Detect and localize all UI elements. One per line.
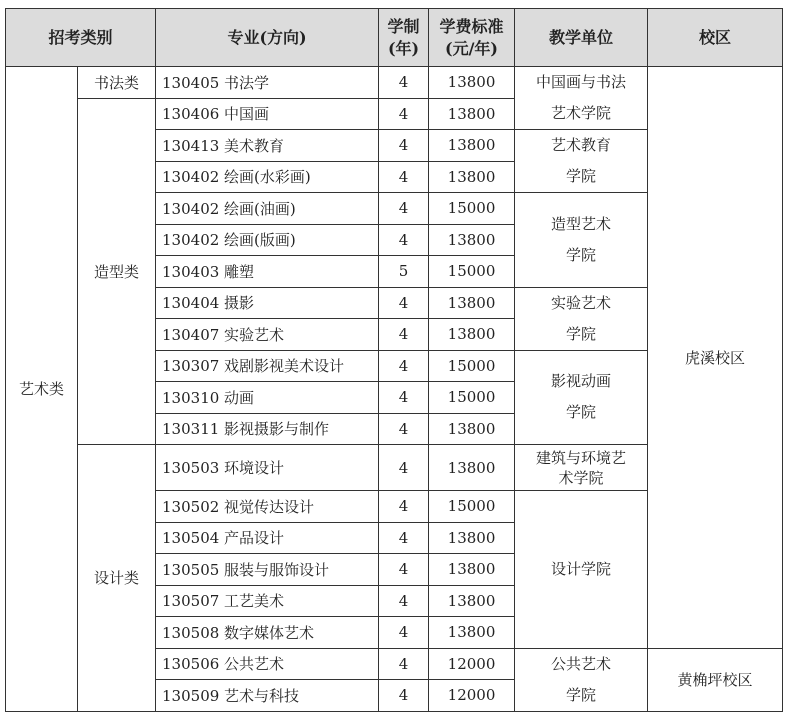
major-cell: 130311 影视摄影与制作 bbox=[156, 413, 379, 445]
major-cell: 130404 摄影 bbox=[156, 287, 379, 319]
subcategory-cell: 造型类 bbox=[78, 98, 156, 445]
fee-cell: 13800 bbox=[429, 67, 515, 99]
header-category: 招考类别 bbox=[6, 9, 156, 67]
fee-cell: 13800 bbox=[429, 413, 515, 445]
unit-line: 艺术教育 bbox=[551, 136, 612, 154]
fee-cell: 13800 bbox=[429, 445, 515, 491]
years-cell: 4 bbox=[379, 350, 429, 382]
major-cell: 130402 绘画(油画) bbox=[156, 193, 379, 225]
years-cell: 4 bbox=[379, 491, 429, 523]
major-cell: 130503 环境设计 bbox=[156, 445, 379, 491]
fee-cell: 13800 bbox=[429, 319, 515, 351]
unit-line: 学院 bbox=[566, 167, 597, 185]
major-cell: 130402 绘画(水彩画) bbox=[156, 161, 379, 193]
years-cell: 4 bbox=[379, 193, 429, 225]
fee-cell: 13800 bbox=[429, 224, 515, 256]
fee-cell: 13800 bbox=[429, 98, 515, 130]
unit-line: 造型艺术 bbox=[551, 214, 612, 233]
major-cell: 130402 绘画(版画) bbox=[156, 224, 379, 256]
header-fee bbox=[429, 9, 515, 67]
fee-cell: 15000 bbox=[429, 256, 515, 288]
major-cell: 130407 实验艺术 bbox=[156, 319, 379, 351]
years-cell: 4 bbox=[379, 319, 429, 351]
subcategory-cell: 书法类 bbox=[78, 67, 156, 99]
header-fee-line2: (元/年) bbox=[445, 38, 499, 58]
fee-cell: 15000 bbox=[429, 350, 515, 382]
major-cell: 130406 中国画 bbox=[156, 98, 379, 130]
major-cell: 130403 雕塑 bbox=[156, 256, 379, 288]
fee-cell: 15000 bbox=[429, 193, 515, 225]
fee-cell: 13800 bbox=[429, 161, 515, 193]
table-row bbox=[6, 67, 783, 99]
unit-line: 学院 bbox=[566, 403, 597, 422]
years-cell: 4 bbox=[379, 382, 429, 414]
fee-cell: 13800 bbox=[429, 287, 515, 319]
fee-cell: 13800 bbox=[429, 585, 515, 617]
years-cell: 4 bbox=[379, 554, 429, 586]
unit-cell bbox=[515, 648, 648, 711]
years-cell: 4 bbox=[379, 67, 429, 99]
years-cell: 5 bbox=[379, 256, 429, 288]
major-cell: 130310 动画 bbox=[156, 382, 379, 414]
unit-line: 中国画与书法 bbox=[536, 73, 627, 91]
header-years-line1: 学制 bbox=[387, 16, 420, 36]
major-cell: 130504 产品设计 bbox=[156, 522, 379, 554]
unit-line: 设计学院 bbox=[551, 559, 612, 578]
fee-cell: 12000 bbox=[429, 648, 515, 680]
unit-line: 术学院 bbox=[558, 468, 604, 487]
years-cell: 4 bbox=[379, 680, 429, 712]
major-cell: 130506 公共艺术 bbox=[156, 648, 379, 680]
major-cell: 130413 美术教育 bbox=[156, 130, 379, 162]
unit-cell bbox=[515, 193, 648, 288]
years-cell: 4 bbox=[379, 224, 429, 256]
years-cell: 4 bbox=[379, 413, 429, 445]
unit-line: 公共艺术 bbox=[551, 654, 612, 673]
category-cell: 艺术类 bbox=[6, 67, 78, 712]
unit-line: 学院 bbox=[566, 324, 597, 343]
header-row bbox=[6, 9, 783, 67]
major-cell: 130507 工艺美术 bbox=[156, 585, 379, 617]
header-unit: 教学单位 bbox=[515, 9, 648, 67]
unit-cell bbox=[515, 67, 648, 130]
unit-line: 建筑与环境艺 bbox=[536, 448, 627, 467]
unit-cell bbox=[515, 287, 648, 350]
major-cell: 130405 书法学 bbox=[156, 67, 379, 99]
header-years-line2: (年) bbox=[387, 38, 420, 58]
years-cell: 4 bbox=[379, 130, 429, 162]
unit-cell bbox=[515, 491, 648, 649]
fee-cell: 13800 bbox=[429, 522, 515, 554]
fee-cell: 12000 bbox=[429, 680, 515, 712]
years-cell: 4 bbox=[379, 617, 429, 649]
fee-cell: 13800 bbox=[429, 130, 515, 162]
unit-cell bbox=[515, 130, 648, 193]
header-years bbox=[379, 9, 429, 67]
header-fee-line1: 学费标准 bbox=[439, 16, 504, 36]
header-major: 专业(方向) bbox=[156, 9, 379, 67]
campus-cell: 虎溪校区 bbox=[648, 67, 783, 649]
unit-cell bbox=[515, 445, 648, 491]
years-cell: 4 bbox=[379, 585, 429, 617]
years-cell: 4 bbox=[379, 522, 429, 554]
major-cell: 130502 视觉传达设计 bbox=[156, 491, 379, 523]
fee-cell: 15000 bbox=[429, 382, 515, 414]
unit-line: 影视动画 bbox=[551, 372, 612, 391]
fee-cell: 13800 bbox=[429, 554, 515, 586]
enrollment-table bbox=[5, 8, 783, 712]
table-body bbox=[6, 67, 783, 712]
major-cell: 130505 服装与服饰设计 bbox=[156, 554, 379, 586]
major-cell: 130508 数字媒体艺术 bbox=[156, 617, 379, 649]
subcategory-cell: 设计类 bbox=[78, 445, 156, 712]
years-cell: 4 bbox=[379, 98, 429, 130]
major-cell: 130509 艺术与科技 bbox=[156, 680, 379, 712]
major-cell: 130307 戏剧影视美术设计 bbox=[156, 350, 379, 382]
years-cell: 4 bbox=[379, 161, 429, 193]
years-cell: 4 bbox=[379, 445, 429, 491]
campus-cell: 黄桷坪校区 bbox=[648, 648, 783, 711]
unit-line: 实验艺术 bbox=[551, 293, 612, 312]
years-cell: 4 bbox=[379, 648, 429, 680]
unit-line: 学院 bbox=[566, 245, 597, 264]
unit-cell bbox=[515, 350, 648, 445]
unit-line: 学院 bbox=[566, 685, 597, 704]
years-cell: 4 bbox=[379, 287, 429, 319]
unit-line: 艺术学院 bbox=[551, 104, 612, 122]
fee-cell: 13800 bbox=[429, 617, 515, 649]
header-campus: 校区 bbox=[648, 9, 783, 67]
fee-cell: 15000 bbox=[429, 491, 515, 523]
